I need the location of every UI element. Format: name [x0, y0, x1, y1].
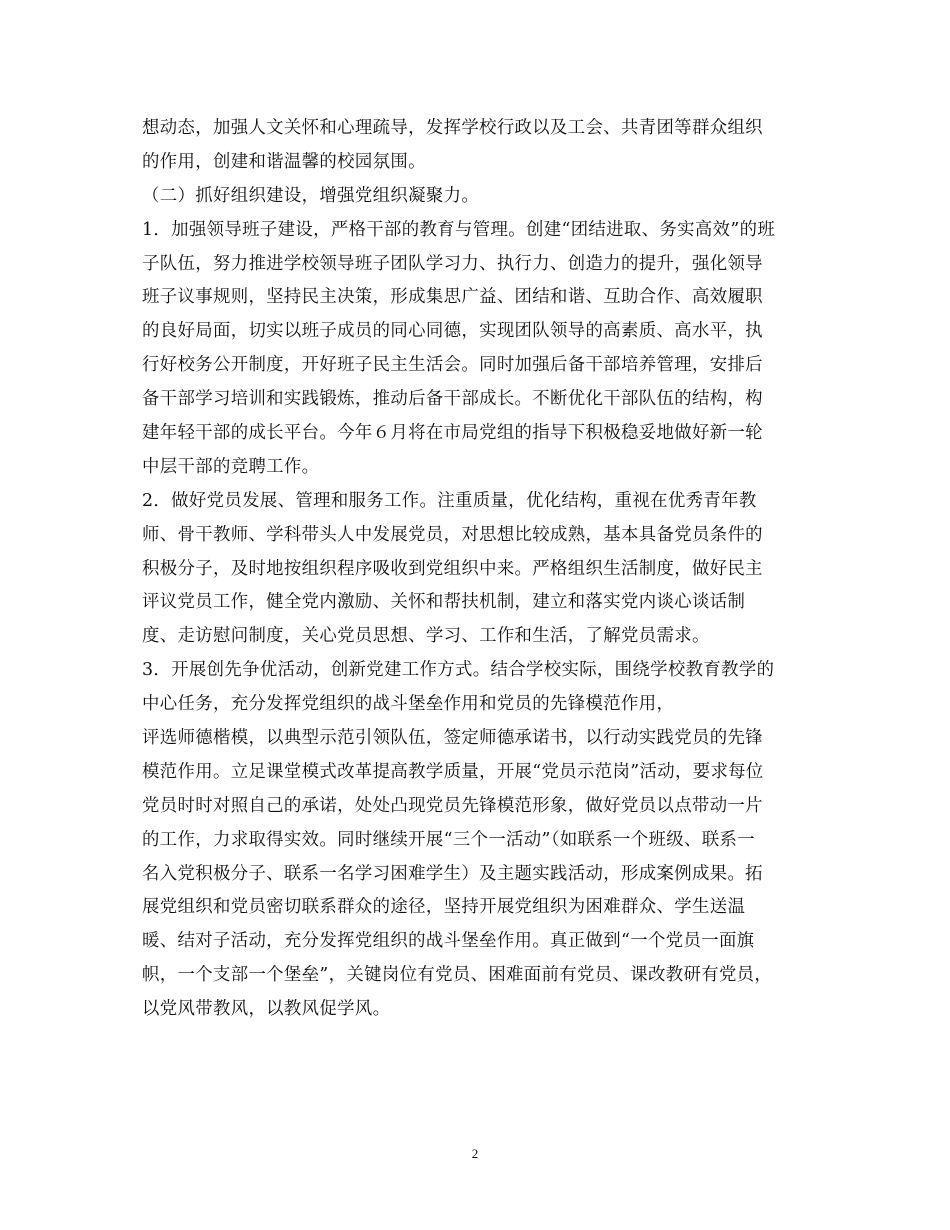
page-number: 2: [471, 1146, 479, 1161]
text-line: 党员时时对照自己的承诺，处处凸现党员先锋模范形象，做好党员以点带动一片: [142, 795, 763, 816]
text-line: 中心任务，充分发挥党组织的战斗堡垒作用和党员的先锋模范作用，: [142, 694, 675, 715]
text-line: 暖、结对子活动，充分发挥党组织的战斗堡垒作用。真正做到“一个党员一面旗: [142, 931, 755, 952]
document-body: [142, 112, 822, 1027]
text-line: 名入党积极分子、联系一名学习困难学生）及主题实践活动，形成案例成果。拓: [142, 863, 763, 884]
text-line: 师、骨干教师、学科带头人中发展党员，对思想比较成熟，基本具备党员条件的: [142, 524, 763, 545]
text-line: 1．加强领导班子建设，严格干部的教育与管理。创建“团结进取、务实高效”的班: [142, 219, 776, 240]
text-line: 的良好局面，切实以班子成员的同心同德，实现团队领导的高素质、高水平，执: [142, 321, 763, 342]
text-line: 评选师德楷模，以典型示范引领队伍，签定师德承诺书，以行动实践党员的先锋: [142, 728, 763, 749]
section-heading: （二）抓好组织建设，增强党组织凝聚力。: [142, 185, 480, 206]
text-line: 想动态，加强人文关怀和心理疏导，发挥学校行政以及工会、共青团等群众组织: [142, 118, 763, 138]
text-line: 帜，一个支部一个堡垒”，关键岗位有党员、困难面前有党员、课改教研有党员，: [142, 965, 773, 986]
text-line: 展党组织和党员密切联系群众的途径，坚持开展党组织为困难群众、学生送温: [142, 897, 746, 918]
text-line: 备干部学习培训和实践锻炼，推动后备干部成长。不断优化干部队伍的结构，构: [142, 389, 763, 410]
text-line: 的作用，创建和谐温馨的校园氛围。: [142, 151, 426, 172]
text-line: 评议党员工作，健全党内激励、关怀和帮扶机制，建立和落实党内谈心谈话制: [142, 592, 746, 613]
text-line: 模范作用。立足课堂模式改革提高教学质量，开展“党员示范岗”活动，要求每位: [142, 761, 764, 782]
text-line: 子队伍，努力推进学校领导班子团队学习力、执行力、创造力的提升，强化领导: [142, 253, 763, 274]
text-line: 积极分子，及时地按组织程序吸收到党组织中来。严格组织生活制度，做好民主: [142, 558, 763, 579]
text-line: 2．做好党员发展、管理和服务工作。注重质量，优化结构，重视在优秀青年教: [142, 490, 757, 511]
text-line: 的工作，力求取得实效。同时继续开展“三个一活动”（如联系一个班级、联系一: [142, 829, 755, 850]
text-line: 3．开展创先争优活动，创新党建工作方式。结合学校实际，围绕学校教育教学的: [142, 660, 775, 681]
text-line: 班子议事规则，坚持民主决策，形成集思广益、团结和谐、互助合作、高效履职: [142, 287, 763, 308]
text-line: 以党风带教风，以教风促学风。: [142, 999, 391, 1020]
text-line: 行好校务公开制度，开好班子民主生活会。同时加强后备干部培养管理，安排后: [142, 355, 763, 376]
text-line: 度、走访慰问制度，关心党员思想、学习、工作和生活，了解党员需求。: [142, 626, 710, 647]
text-line: 中层干部的竞聘工作。: [142, 456, 320, 477]
text-line: 建年轻干部的成长平台。今年６月将在市局党组的指导下积极稳妥地做好新一轮: [142, 423, 763, 444]
